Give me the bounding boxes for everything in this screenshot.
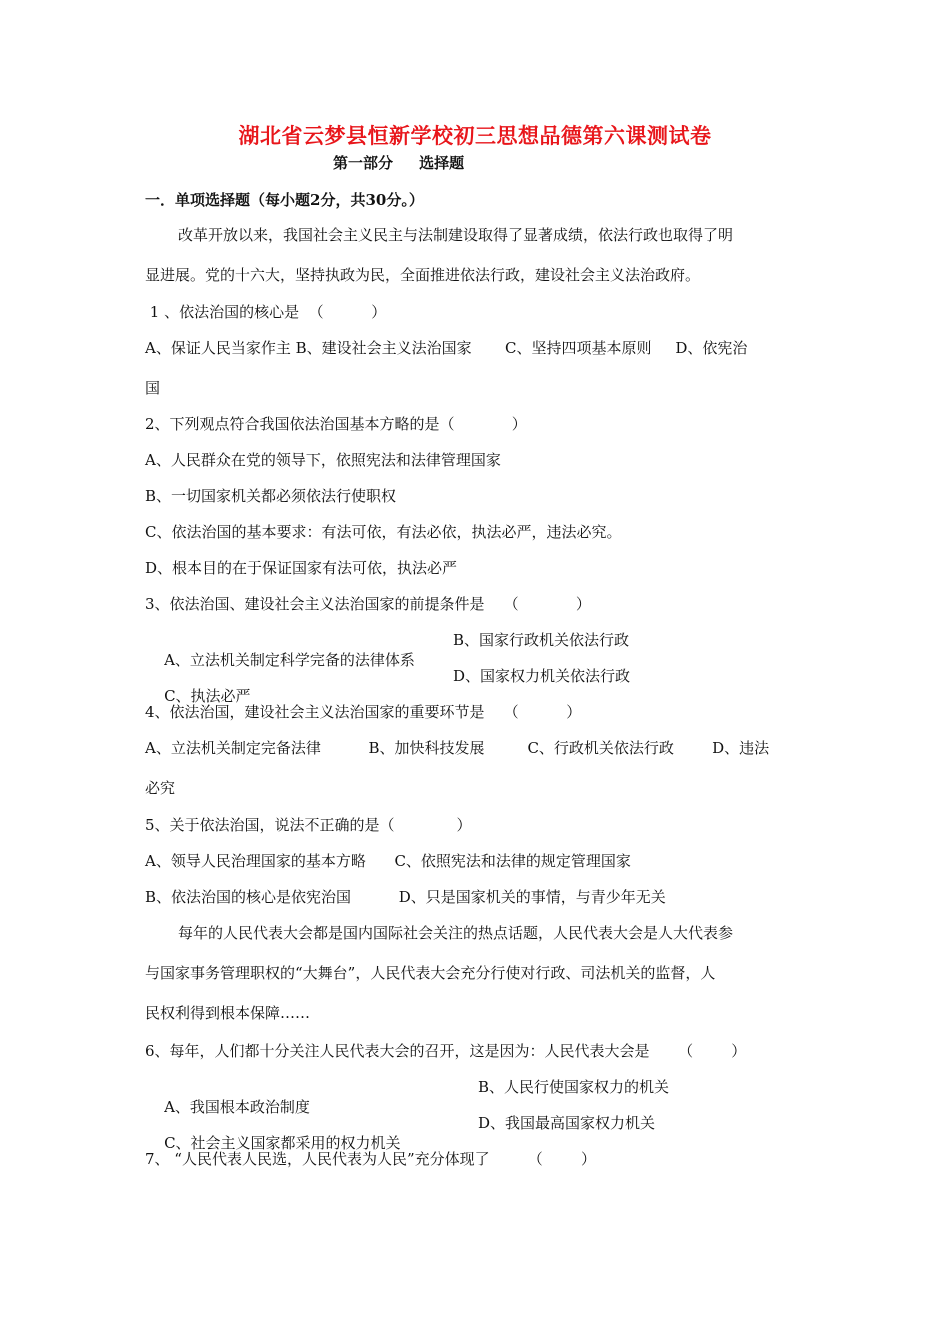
q6-stem: 6、每年，人们都十分关注人民代表大会的召开，这是因为：人民代表大会是 （ ） (145, 1042, 747, 1060)
passage2-line-2: 与国家事务管理职权的“大舞台”，人民代表大会充分行使对行政、司法机关的监督，人 (145, 964, 716, 982)
q3-option-a: A、立法机关制定科学完备的法律体系 (164, 651, 415, 669)
q2-option-a: A、人民群众在党的领导下，依照宪法和法律管理国家 (145, 451, 501, 469)
q2-option-c: C、依法治国的基本要求：有法可依，有法必依，执法必严，违法必究。 (145, 523, 622, 541)
q4-options-wrap: 必究 (145, 779, 176, 797)
q5-stem: 5、关于依法治国，说法不正确的是（ ） (145, 816, 472, 834)
q3-option-c: C、执法必严 (164, 687, 251, 705)
q3-stem: 3、依法治国、建设社会主义法治国家的前提条件是 （ ） (145, 595, 591, 613)
q7-stem: 7、 “人民代表人民选，人民代表为人民”充分体现了 （ ） (145, 1150, 596, 1168)
q6-option-b: B、人民行使国家权力的机关 (478, 1078, 670, 1096)
q4-options: A、立法机关制定完备法律 B、加快科技发展 C、行政机关依法行政 D、违法 (145, 739, 770, 757)
passage2-line-3: 民权利得到根本保障…… (145, 1004, 311, 1022)
q3-option-d: D、国家权力机关依法行政 (453, 667, 631, 685)
q2-option-b: B、一切国家机关都必须依法行使职权 (145, 487, 397, 505)
q6-option-c: C、社会主义国家都采用的权力机关 (164, 1134, 401, 1152)
q5-options-bd: B、依法治国的核心是依宪治国 D、只是国家机关的事情，与青少年无关 (145, 888, 666, 906)
q4-stem: 4、依法治国，建设社会主义法治国家的重要环节是 （ ） (145, 703, 582, 721)
section-heading: 一．单项选择题（每小题2分，共30分。） (145, 191, 424, 209)
passage1-line-2: 显进展。党的十六大，坚持执政为民，全面推进依法行政，建设社会主义法治政府。 (145, 266, 701, 284)
q3-option-b: B、国家行政机关依法行政 (453, 631, 630, 649)
q1-options-wrap: 国 (145, 379, 161, 397)
q6-option-a: A、我国根本政治制度 (164, 1098, 310, 1116)
q1-options: A、保证人民当家作主 B、建设社会主义法治国家 C、坚持四项基本原则 D、依宪治 (145, 339, 748, 357)
q2-option-d: D、根本目的在于保证国家有法可依，执法必严 (145, 559, 458, 577)
q2-stem: 2、下列观点符合我国依法治国基本方略的是（ ） (145, 415, 527, 433)
document-title: 湖北省云梦县恒新学校初三思想品德第六课测试卷 (238, 123, 712, 148)
document-subtitle: 第一部分 选择题 (333, 154, 465, 172)
q6-option-d: D、我国最高国家权力机关 (478, 1114, 656, 1132)
passage1-line-1: 改革开放以来，我国社会主义民主与法制建设取得了显著成绩，依法行政也取得了明 (178, 226, 734, 244)
q1-stem: 1 、依法治国的核心是 （ ） (145, 303, 387, 321)
q5-options-ac: A、领导人民治理国家的基本方略 C、依照宪法和法律的规定管理国家 (145, 852, 631, 870)
passage2-line-1: 每年的人民代表大会都是国内国际社会关注的热点话题，人民代表大会是人大代表参 (178, 924, 734, 942)
